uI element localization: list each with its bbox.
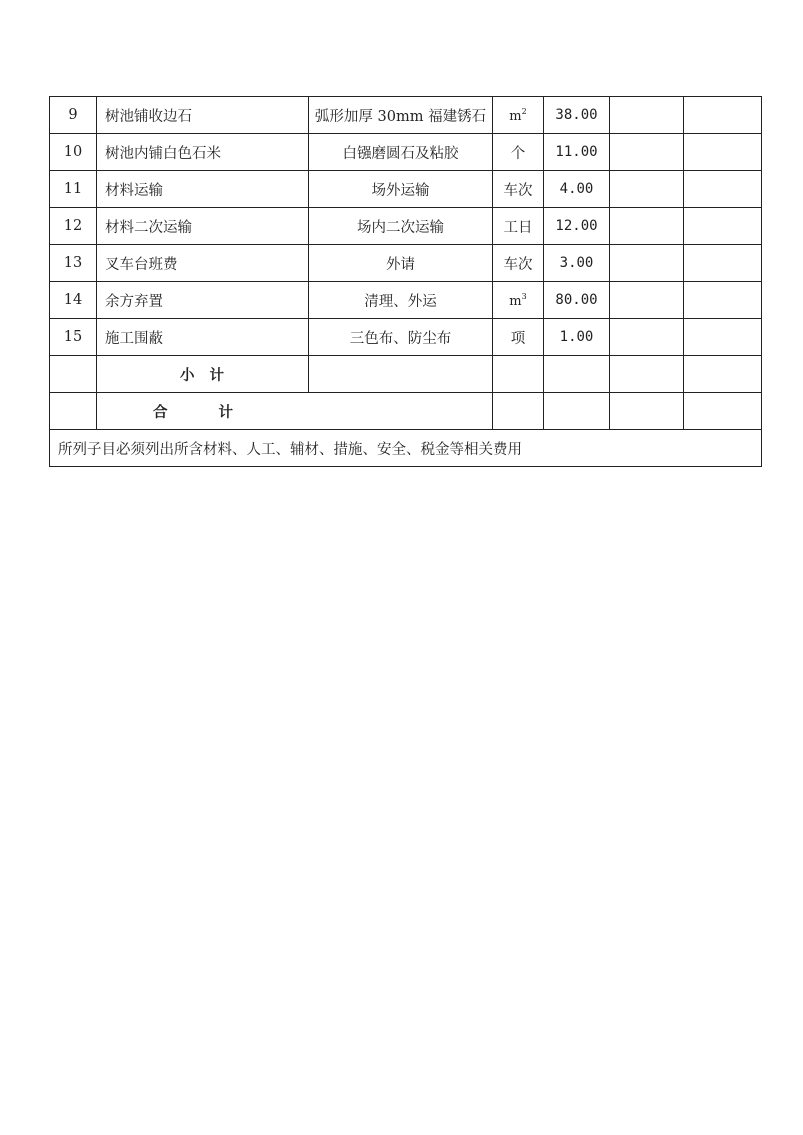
item-number: 15	[50, 319, 97, 356]
item-unit	[493, 245, 544, 282]
item-quantity: 12.00	[544, 208, 610, 245]
item-unit-price	[610, 319, 684, 356]
item-unit	[493, 208, 544, 245]
item-total	[684, 171, 762, 208]
item-quantity: 80.00	[544, 282, 610, 319]
subtotal-price-cell	[610, 356, 684, 393]
item-spec: 清理、外运	[309, 282, 493, 319]
item-name: 树池铺收边石	[97, 97, 309, 134]
item-quantity: 1.00	[544, 319, 610, 356]
grand-total-unit-cell	[493, 393, 544, 430]
grand-total-label-left: 合	[153, 403, 169, 421]
unit-superscript: 2	[521, 106, 527, 116]
unit-text: 车次	[503, 256, 533, 273]
table-row	[50, 134, 762, 171]
note-row	[50, 430, 762, 467]
item-name: 施工围蔽	[97, 319, 309, 356]
item-spec: 弧形加厚 30mm 福建锈石	[309, 97, 493, 134]
item-number: 12	[50, 208, 97, 245]
item-name: 余方弃置	[97, 282, 309, 319]
subtotal-total-cell	[684, 356, 762, 393]
item-total	[684, 245, 762, 282]
item-unit	[493, 171, 544, 208]
item-total	[684, 208, 762, 245]
unit-base: m	[509, 108, 522, 124]
item-number: 14	[50, 282, 97, 319]
item-unit	[493, 282, 544, 319]
subtotal-row	[50, 356, 762, 393]
item-total	[684, 97, 762, 134]
unit-text: 项	[510, 330, 526, 347]
unit-text: 车次	[503, 182, 533, 199]
item-number: 13	[50, 245, 97, 282]
item-quantity: 3.00	[544, 245, 610, 282]
item-name: 材料二次运输	[97, 208, 309, 245]
grand-total-row	[50, 393, 762, 430]
grand-total-label	[97, 393, 493, 430]
unit-text: 个	[510, 145, 526, 162]
grand-total-total-cell	[684, 393, 762, 430]
unit-base: m	[509, 293, 522, 309]
item-spec: 外请	[309, 245, 493, 282]
item-number: 11	[50, 171, 97, 208]
unit-text: 工日	[503, 219, 533, 236]
item-unit	[493, 97, 544, 134]
grand-total-price-cell	[610, 393, 684, 430]
item-quantity: 4.00	[544, 171, 610, 208]
item-name: 叉车台班费	[97, 245, 309, 282]
subtotal-unit-cell	[493, 356, 544, 393]
item-unit-price	[610, 97, 684, 134]
item-number: 9	[50, 97, 97, 134]
subtotal-label	[97, 356, 309, 393]
unit-superscript: 3	[521, 291, 527, 301]
table-row	[50, 245, 762, 282]
item-spec: 白镪磨圆石及粘胶	[309, 134, 493, 171]
subtotal-number-cell	[50, 356, 97, 393]
grand-total-number-cell	[50, 393, 97, 430]
item-unit-price	[610, 208, 684, 245]
item-quantity: 38.00	[544, 97, 610, 134]
item-total	[684, 282, 762, 319]
item-unit	[493, 319, 544, 356]
subtotal-label-left: 小	[180, 366, 196, 384]
grand-total-label-right: 计	[218, 403, 234, 421]
item-quantity: 11.00	[544, 134, 610, 171]
subtotal-spec-cell	[309, 356, 493, 393]
item-unit-price	[610, 282, 684, 319]
table-body	[50, 97, 762, 467]
grand-total-quantity-cell	[544, 393, 610, 430]
item-unit-price	[610, 134, 684, 171]
item-total	[684, 134, 762, 171]
quotation-table	[49, 96, 762, 467]
item-spec: 场外运输	[309, 171, 493, 208]
item-unit-price	[610, 171, 684, 208]
item-spec: 场内二次运输	[309, 208, 493, 245]
table-row	[50, 208, 762, 245]
item-total	[684, 319, 762, 356]
subtotal-quantity-cell	[544, 356, 610, 393]
subtotal-label-right: 计	[209, 366, 225, 384]
item-name: 材料运输	[97, 171, 309, 208]
table-row	[50, 319, 762, 356]
table-row	[50, 282, 762, 319]
item-number: 10	[50, 134, 97, 171]
table-row	[50, 171, 762, 208]
note-text: 所列子目必须列出所含材料、人工、辅材、措施、安全、税金等相关费用	[50, 430, 762, 467]
item-spec: 三色布、防尘布	[309, 319, 493, 356]
item-unit-price	[610, 245, 684, 282]
item-unit	[493, 134, 544, 171]
item-name: 树池内铺白色石米	[97, 134, 309, 171]
table-row	[50, 97, 762, 134]
